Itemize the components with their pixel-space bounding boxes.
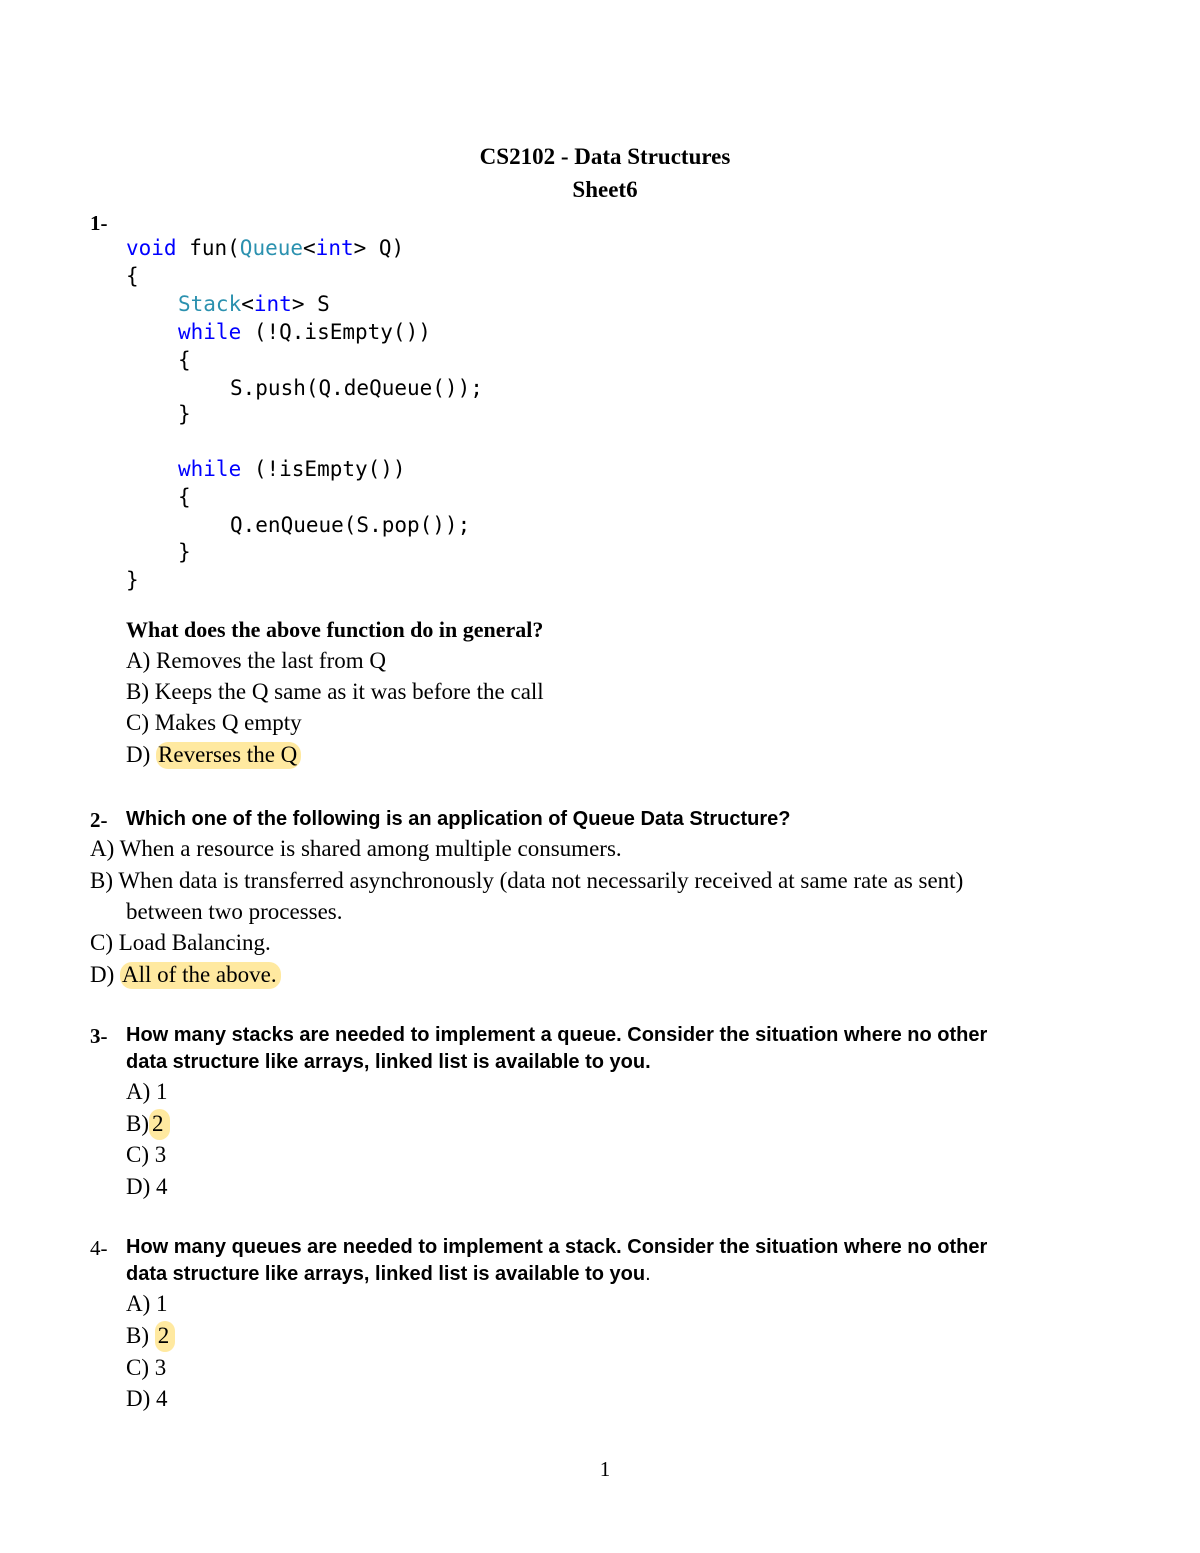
option-text: 3 [154,1355,167,1380]
option-letter: D) [126,1386,151,1411]
option-letter: A) [126,1079,151,1104]
option-text: Removes the last from Q [156,648,386,673]
option-letter: C) [90,930,113,955]
option-letter: C) [126,1355,149,1380]
code-text: < [241,292,254,316]
question-1-text: What does the above function do in general? [126,617,544,642]
option-3b [126,1111,170,1137]
option-2a [90,836,622,862]
page-number: 1 [599,1457,611,1481]
code-text: (!Q.isEmpty()) [241,320,431,344]
option-letter: C) [126,710,149,735]
option-2b-continued: between two processes. [126,899,343,924]
option-text: 1 [156,1291,168,1316]
question-2-text: Which one of the following is an application of Queue Data Structure? [126,808,791,830]
code-line-6: S.push(Q.deQueue()); [230,376,483,400]
option-text: When data is transferred asynchronously (data not necessarily received at same rate as sent) [118,868,964,893]
code-text: > S [291,292,330,316]
code-keyword: while [178,320,242,344]
highlighted-answer: 2 [149,1109,170,1140]
highlighted-answer: Reverses the Q [156,742,301,769]
code-line-8 [178,457,406,481]
option-3a [126,1079,168,1105]
option-text: When a resource is shared among multiple consumers. [119,836,622,861]
option-letter: D) [126,1174,151,1199]
sheet-subtitle: Sheet6 [572,177,638,202]
option-letter: D) [90,962,115,987]
code-line-12: } [126,568,139,592]
code-line-7: } [178,402,191,426]
code-line-3 [178,292,330,316]
option-letter: A) [126,648,151,673]
option-1d [126,742,301,768]
code-text: > Q) [353,236,405,260]
code-type: Stack [178,292,242,316]
code-line-2: { [126,264,139,288]
option-text: 4 [156,1386,168,1411]
question-4-text-line-2 [126,1263,651,1286]
question-3-text-line-1: How many stacks are needed to implement a queue. Consider the situation where no other [126,1024,988,1046]
option-letter: B) [126,679,149,704]
option-4d [126,1386,168,1412]
code-line-4 [178,320,431,344]
option-1b [126,679,544,705]
page-title: CS2102 - Data Structures [479,144,731,169]
option-text: 1 [156,1079,168,1104]
code-keyword: int [315,236,354,260]
code-type: Queue [239,236,304,260]
highlighted-answer: 2 [155,1321,176,1352]
code-line-1 [126,236,404,260]
code-keyword: void [126,236,177,260]
option-text: 3 [154,1142,167,1167]
option-2b [90,868,963,894]
option-letter: A) [90,836,115,861]
option-letter: D) [126,742,151,767]
code-text: < [303,236,316,260]
option-4c [126,1355,166,1381]
option-2c [90,930,271,956]
option-3d [126,1174,168,1200]
option-text: Load Balancing. [118,930,271,955]
question-3-text-line-2: data structure like arrays, linked list is available to you. [126,1051,651,1073]
option-letter: C) [126,1142,149,1167]
question-4-number: 4- [90,1236,108,1260]
question-3-number: 3- [90,1024,108,1048]
option-letter: B) [90,868,113,893]
code-keyword: int [253,292,292,316]
code-line-11: } [178,540,191,564]
code-line-9: { [178,485,191,509]
code-text: (!isEmpty()) [241,457,406,481]
code-text: fun( [176,236,240,260]
code-keyword: while [178,457,242,481]
option-letter: B) [126,1323,149,1348]
option-2d [90,962,281,988]
option-4b [126,1323,175,1349]
highlighted-answer: All of the above. [120,962,281,989]
option-1c [126,710,302,736]
option-text: 4 [156,1174,168,1199]
question-4-text: data structure like arrays, linked list is available to you [126,1263,646,1285]
option-text: Makes Q empty [154,710,302,735]
option-3c [126,1142,166,1168]
option-letter: A) [126,1291,151,1316]
code-line-10: Q.enQueue(S.pop()); [230,513,471,537]
option-1a [126,648,386,674]
code-line-5: { [178,348,191,372]
option-4a [126,1291,168,1317]
option-text: Keeps the Q same as it was before the call [154,679,544,704]
question-4-text-line-1: How many queues are needed to implement a stack. Consider the situation where no other [126,1236,988,1258]
question-1-number: 1- [90,211,108,235]
option-letter: B) [126,1111,149,1136]
question-2-number: 2- [90,808,108,832]
question-4-period: . [645,1263,651,1285]
